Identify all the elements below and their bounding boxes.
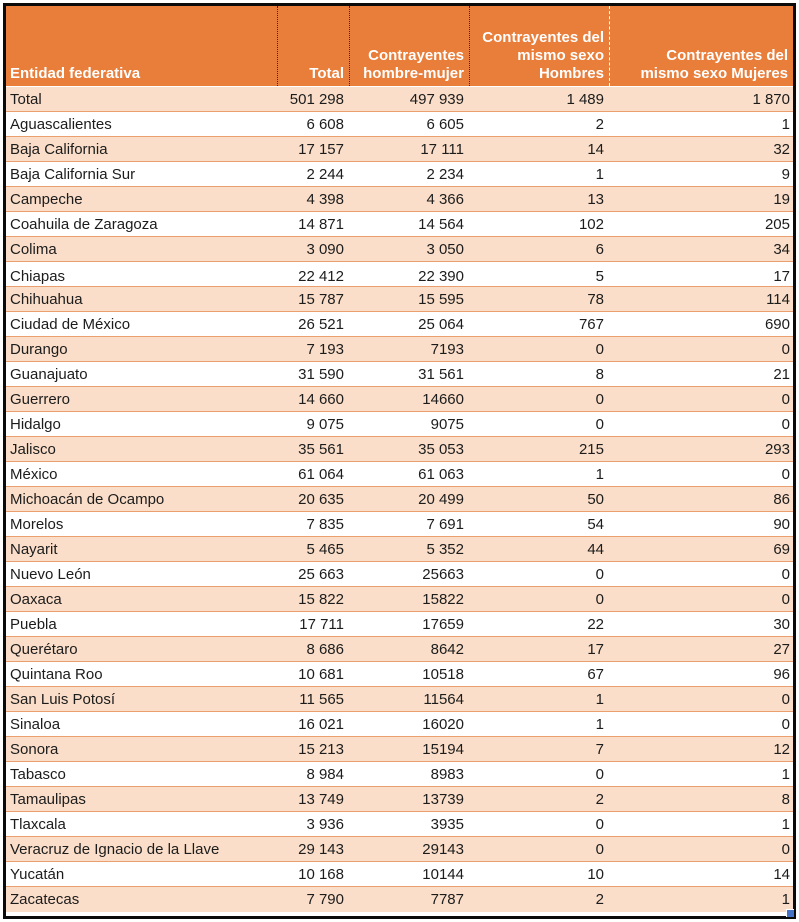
value-cell[interactable]: 1 870 [752,90,790,108]
entidad-cell[interactable]: Chihuahua [10,290,83,308]
table-row [6,137,793,162]
value-cell[interactable]: 14 [587,140,604,158]
value-cell[interactable]: 25 663 [298,565,344,583]
entidad-cell[interactable]: Nuevo León [10,565,91,583]
value-cell[interactable]: 29143 [422,840,464,858]
value-cell[interactable]: 6 605 [426,115,464,133]
value-cell[interactable]: 497 939 [409,90,464,108]
entidad-cell[interactable]: Zacatecas [10,891,80,908]
value-cell[interactable]: 6 608 [306,115,344,133]
value-cell[interactable]: 7787 [430,891,464,908]
value-cell[interactable]: 7 835 [306,515,344,533]
entidad-cell[interactable]: Sonora [10,740,59,758]
value-cell[interactable]: 13 [587,190,604,208]
value-cell[interactable]: 8983 [430,765,464,783]
value-cell[interactable]: 0 [595,415,604,433]
value-cell[interactable]: 13 749 [298,790,344,808]
value-cell[interactable]: 19 [773,190,790,208]
value-cell[interactable]: 2 [595,790,604,808]
table-row [6,537,793,562]
value-cell[interactable]: 114 [766,290,790,308]
table-row [6,262,793,287]
entidad-cell[interactable]: Veracruz de Ignacio de la Llave [10,840,220,858]
value-cell[interactable]: 1 [781,891,790,908]
value-cell[interactable]: 90 [773,515,790,533]
table-frame [3,3,796,919]
table-row [6,837,793,862]
header-cell-total: Total [278,6,350,86]
value-cell[interactable]: 0 [781,840,790,858]
value-cell[interactable]: 215 [578,440,604,458]
value-cell[interactable]: 14 871 [298,215,344,233]
value-cell[interactable]: 0 [595,390,604,408]
table-row [6,437,793,462]
value-cell[interactable]: 8642 [430,640,464,658]
value-cell[interactable]: 26 521 [298,315,344,333]
value-cell[interactable]: 10518 [422,665,464,683]
entidad-cell[interactable]: Jalisco [10,440,56,458]
value-cell[interactable]: 25663 [422,565,464,583]
table-row [6,712,793,737]
value-cell[interactable]: 17 [773,267,790,285]
entidad-cell[interactable]: Michoacán de Ocampo [10,490,165,508]
table-row [6,737,793,762]
entidad-cell[interactable]: Ciudad de México [10,315,131,333]
value-cell[interactable]: 7 193 [306,340,344,358]
value-cell[interactable]: 1 [595,690,604,708]
table-row [6,387,793,412]
value-cell[interactable]: 293 [764,440,790,458]
entidad-cell[interactable]: Oaxaca [10,590,62,608]
value-cell[interactable]: 0 [595,840,604,858]
value-cell[interactable]: 0 [595,590,604,608]
entidad-cell[interactable]: Coahuila de Zaragoza [10,215,158,233]
value-cell[interactable]: 14 564 [418,215,464,233]
value-cell[interactable]: 8 984 [306,765,344,783]
value-cell[interactable]: 9075 [430,415,464,433]
entidad-cell[interactable]: México [10,465,58,483]
value-cell[interactable]: 5 465 [306,540,344,558]
entidad-cell[interactable]: Aguascalientes [10,115,112,133]
entidad-cell[interactable]: Chiapas [10,267,66,285]
value-cell[interactable]: 16 021 [298,715,344,733]
table-row [6,812,793,837]
entidad-cell[interactable]: Colima [10,240,57,258]
value-cell[interactable]: 10144 [422,865,464,883]
value-cell[interactable]: 2 244 [306,165,344,183]
value-cell[interactable]: 5 352 [426,540,464,558]
table-row [6,162,793,187]
table-row [6,512,793,537]
table-row [6,587,793,612]
entidad-cell[interactable]: Tlaxcala [10,815,66,833]
value-cell[interactable]: 35 561 [298,440,344,458]
table-header-row [6,6,793,87]
value-cell[interactable]: 205 [764,215,790,233]
value-cell[interactable]: 17 157 [298,140,344,158]
value-cell[interactable]: 15194 [422,740,464,758]
value-cell[interactable]: 2 234 [426,165,464,183]
value-cell[interactable]: 501 298 [289,90,344,108]
value-cell[interactable]: 22 390 [418,267,464,285]
value-cell[interactable]: 0 [781,390,790,408]
value-cell[interactable]: 78 [587,290,604,308]
value-cell[interactable]: 0 [595,565,604,583]
value-cell[interactable]: 13739 [422,790,464,808]
value-cell[interactable]: 20 499 [418,490,464,508]
table-row [6,287,793,312]
value-cell[interactable]: 7 691 [426,515,464,533]
table-row [6,412,793,437]
table-row [6,87,793,112]
table-row [6,112,793,137]
header-cell-mismo-sexo-mujeres: Contrayentes del mismo sexo Mujeres [640,47,788,82]
value-cell[interactable]: 15 787 [298,290,344,308]
value-cell[interactable]: 0 [781,565,790,583]
value-cell[interactable]: 0 [595,765,604,783]
value-cell[interactable]: 1 [595,715,604,733]
entidad-cell[interactable]: Nayarit [10,540,58,558]
entidad-cell[interactable]: Durango [10,340,68,358]
value-cell[interactable]: 1 489 [566,90,604,108]
value-cell[interactable]: 3 090 [306,240,344,258]
value-cell[interactable]: 12 [773,740,790,758]
value-cell[interactable]: 2 [595,891,604,908]
entidad-cell[interactable]: Quintana Roo [10,665,103,683]
value-cell[interactable]: 7 [595,740,604,758]
value-cell[interactable]: 0 [781,690,790,708]
value-cell[interactable]: 69 [773,540,790,558]
header-cell-entidad-federativa: Entidad federativa [6,6,278,86]
value-cell[interactable]: 5 [595,267,604,285]
value-cell[interactable]: 21 [773,365,790,383]
value-cell[interactable]: 50 [587,490,604,508]
value-cell[interactable]: 17 111 [420,140,464,158]
value-cell[interactable]: 1 [781,765,790,783]
value-cell[interactable]: 8 [781,790,790,808]
value-cell[interactable]: 86 [773,490,790,508]
table-row [6,887,793,912]
entidad-cell[interactable]: Tabasco [10,765,66,783]
value-cell[interactable]: 44 [587,540,604,558]
entidad-cell[interactable]: Campeche [10,190,83,208]
value-cell[interactable]: 3 936 [306,815,344,833]
value-cell[interactable]: 61 064 [298,465,344,483]
value-cell[interactable]: 14660 [422,390,464,408]
value-cell[interactable]: 11 565 [299,690,344,708]
entidad-cell[interactable]: Guanajuato [10,365,88,383]
value-cell[interactable]: 31 590 [298,365,344,383]
value-cell[interactable]: 22 [587,615,604,633]
entidad-cell[interactable]: Morelos [10,515,64,533]
table-row [6,762,793,787]
entidad-cell[interactable]: Sinaloa [10,715,61,733]
value-cell[interactable]: 32 [773,140,790,158]
value-cell[interactable]: 96 [773,665,790,683]
value-cell[interactable]: 102 [578,215,604,233]
value-cell[interactable]: 4 366 [426,190,464,208]
value-cell[interactable]: 31 561 [418,365,464,383]
value-cell[interactable]: 22 412 [298,267,344,285]
value-cell[interactable]: 8 [595,365,604,383]
value-cell[interactable]: 10 681 [298,665,344,683]
value-cell[interactable]: 8 686 [306,640,344,658]
value-cell[interactable]: 3935 [430,815,464,833]
selection-fill-handle[interactable] [786,909,794,917]
table-row [6,787,793,812]
entidad-cell[interactable]: San Luis Potosí [10,690,116,708]
value-cell[interactable]: 17659 [422,615,464,633]
entidad-cell[interactable]: Baja California Sur [10,165,136,183]
value-cell[interactable]: 29 143 [298,840,344,858]
table-row [6,637,793,662]
value-cell[interactable]: 54 [587,515,604,533]
value-cell[interactable]: 1 [781,815,790,833]
table-row [6,187,793,212]
table-row [6,487,793,512]
value-cell[interactable]: 690 [764,315,790,333]
entidad-cell[interactable]: Querétaro [10,640,78,658]
value-cell[interactable]: 0 [595,340,604,358]
value-cell[interactable]: 1 [781,115,790,133]
value-cell[interactable]: 9 075 [306,415,344,433]
value-cell[interactable]: 15 822 [298,590,344,608]
value-cell[interactable]: 1 [595,465,604,483]
value-cell[interactable]: 10 168 [298,865,344,883]
table-row [6,362,793,387]
value-cell[interactable]: 6 [595,240,604,258]
value-cell[interactable]: 1 [595,165,604,183]
table-row [6,662,793,687]
value-cell[interactable]: 7193 [430,340,464,358]
value-cell[interactable]: 30 [773,615,790,633]
value-cell[interactable]: 17 711 [299,615,344,633]
entidad-cell[interactable]: Total [10,90,42,108]
entidad-cell[interactable]: Tamaulipas [10,790,86,808]
value-cell[interactable]: 14 660 [298,390,344,408]
value-cell[interactable]: 15 595 [418,290,464,308]
value-cell[interactable]: 11564 [423,690,464,708]
table-row [6,612,793,637]
value-cell[interactable]: 767 [578,315,604,333]
value-cell[interactable]: 0 [781,340,790,358]
value-cell[interactable]: 15 213 [298,740,344,758]
value-cell[interactable]: 0 [595,815,604,833]
table-row [6,862,793,887]
entidad-cell[interactable]: Baja California [10,140,108,158]
table-row [6,562,793,587]
value-cell[interactable]: 10 [587,865,604,883]
value-cell[interactable]: 3 050 [426,240,464,258]
entidad-cell[interactable]: Yucatán [10,865,65,883]
value-cell[interactable]: 20 635 [298,490,344,508]
table-body [6,87,793,912]
value-cell[interactable]: 35 053 [418,440,464,458]
value-cell[interactable]: 7 790 [306,891,344,908]
table-row [6,687,793,712]
value-cell[interactable]: 25 064 [418,315,464,333]
entidad-cell[interactable]: Puebla [10,615,57,633]
table-row [6,237,793,262]
table-row [6,337,793,362]
table-row [6,462,793,487]
value-cell[interactable]: 61 063 [418,465,464,483]
value-cell[interactable]: 0 [781,415,790,433]
value-cell[interactable]: 15822 [422,590,464,608]
value-cell[interactable]: 0 [781,465,790,483]
entidad-cell[interactable]: Hidalgo [10,415,61,433]
table-row [6,312,793,337]
entidad-cell[interactable]: Guerrero [10,390,71,408]
value-cell[interactable]: 2 [595,115,604,133]
value-cell[interactable]: 0 [781,715,790,733]
header-cell-mismo-sexo-hombres: Contrayentes del mismo sexo Hombres [470,6,610,86]
value-cell[interactable]: 9 [781,165,790,183]
value-cell[interactable]: 4 398 [306,190,344,208]
value-cell[interactable]: 34 [773,240,790,258]
value-cell[interactable]: 67 [587,665,604,683]
value-cell[interactable]: 27 [773,640,790,658]
value-cell[interactable]: 17 [587,640,604,658]
value-cell[interactable]: 16020 [422,715,464,733]
value-cell[interactable]: 14 [773,865,790,883]
value-cell[interactable]: 0 [781,590,790,608]
table-row [6,212,793,237]
header-cell-contrayentes-hombre-mujer: Contrayentes hombre-mujer [350,6,470,86]
